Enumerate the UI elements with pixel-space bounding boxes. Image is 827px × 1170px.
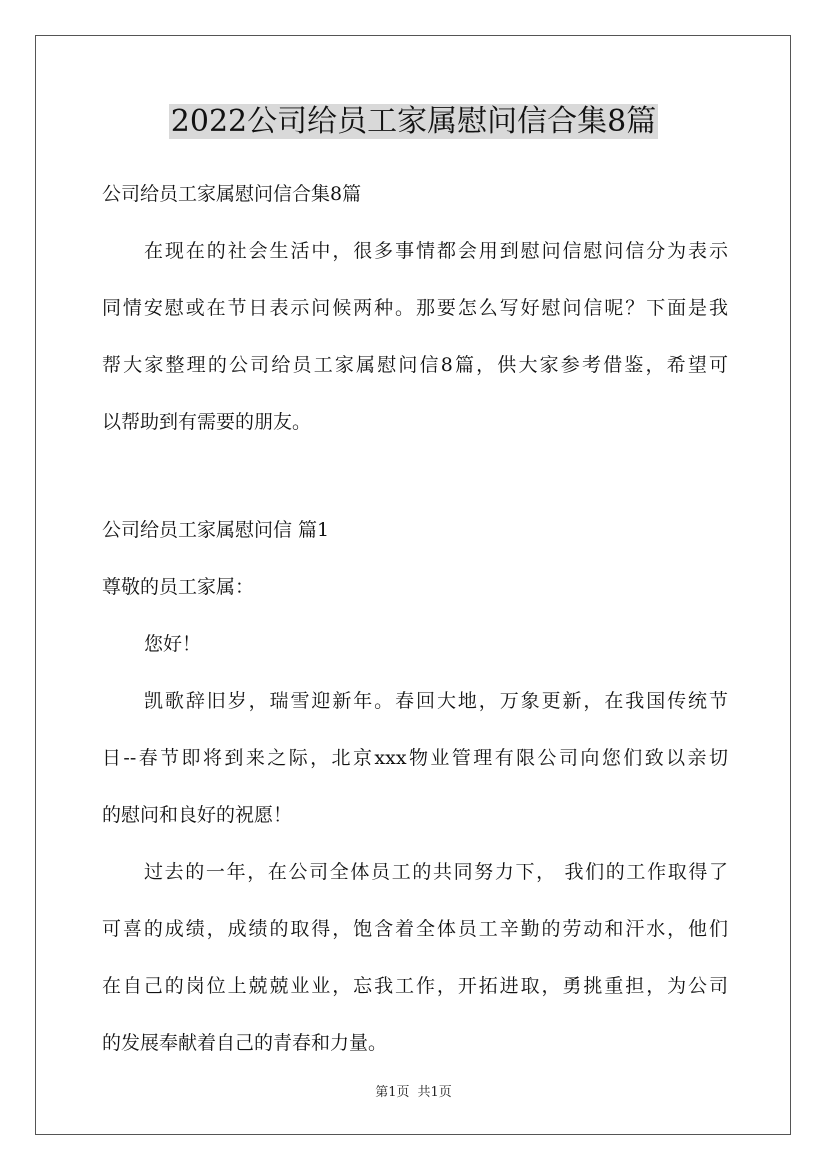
paragraph-line: 的慰问和良好的祝愿！ <box>102 804 293 826</box>
paragraph-line: 在自己的岗位上兢兢业业，忘我工作，开拓进取，勇挑重担，为公司 <box>102 975 728 997</box>
page-total: 共1页 <box>417 1085 452 1100</box>
salutation: 尊敬的员工家属： <box>102 576 255 598</box>
intro-line: 在现在的社会生活中，很多事情都会用到慰问信慰问信分为表示 <box>144 240 728 262</box>
paragraph-line: 凯歌辞旧岁，瑞雪迎新年。春回大地，万象更新，在我国传统节 <box>144 690 728 712</box>
paragraph-spacer <box>102 463 728 514</box>
greeting: 您好！ <box>144 633 202 655</box>
paragraph-line: 的发展奉献着自己的青春和力量。 <box>102 1032 388 1054</box>
intro-line: 以帮助到有需要的朋友。 <box>102 411 312 433</box>
intro-line: 同情安慰或在节日表示问候两种。那要怎么写好慰问信呢？下面是我 <box>102 297 728 319</box>
document-subtitle: 公司给员工家属慰问信合集8篇 <box>102 183 362 205</box>
document-title-text: 2022公司给员工家属慰问信合集8篇 <box>170 104 657 139</box>
paragraph-line: 日--春节即将到来之际，北京xxx物业管理有限公司向您们致以亲切 <box>102 747 728 769</box>
page-number: 第1页 <box>375 1085 410 1100</box>
document-body <box>102 178 728 1084</box>
intro-line: 帮大家整理的公司给员工家属慰问信8篇，供大家参考借鉴，希望可 <box>102 354 728 376</box>
section-heading: 公司给员工家属慰问信 篇1 <box>102 519 330 541</box>
paragraph-line: 过去的一年，在公司全体员工的共同努力下， 我们的工作取得了 <box>144 861 728 883</box>
page-footer <box>0 1084 827 1102</box>
paragraph-line: 可喜的成绩，成绩的取得，饱含着全体员工辛勤的劳动和汗水，他们 <box>102 918 728 940</box>
document-title <box>0 100 827 144</box>
